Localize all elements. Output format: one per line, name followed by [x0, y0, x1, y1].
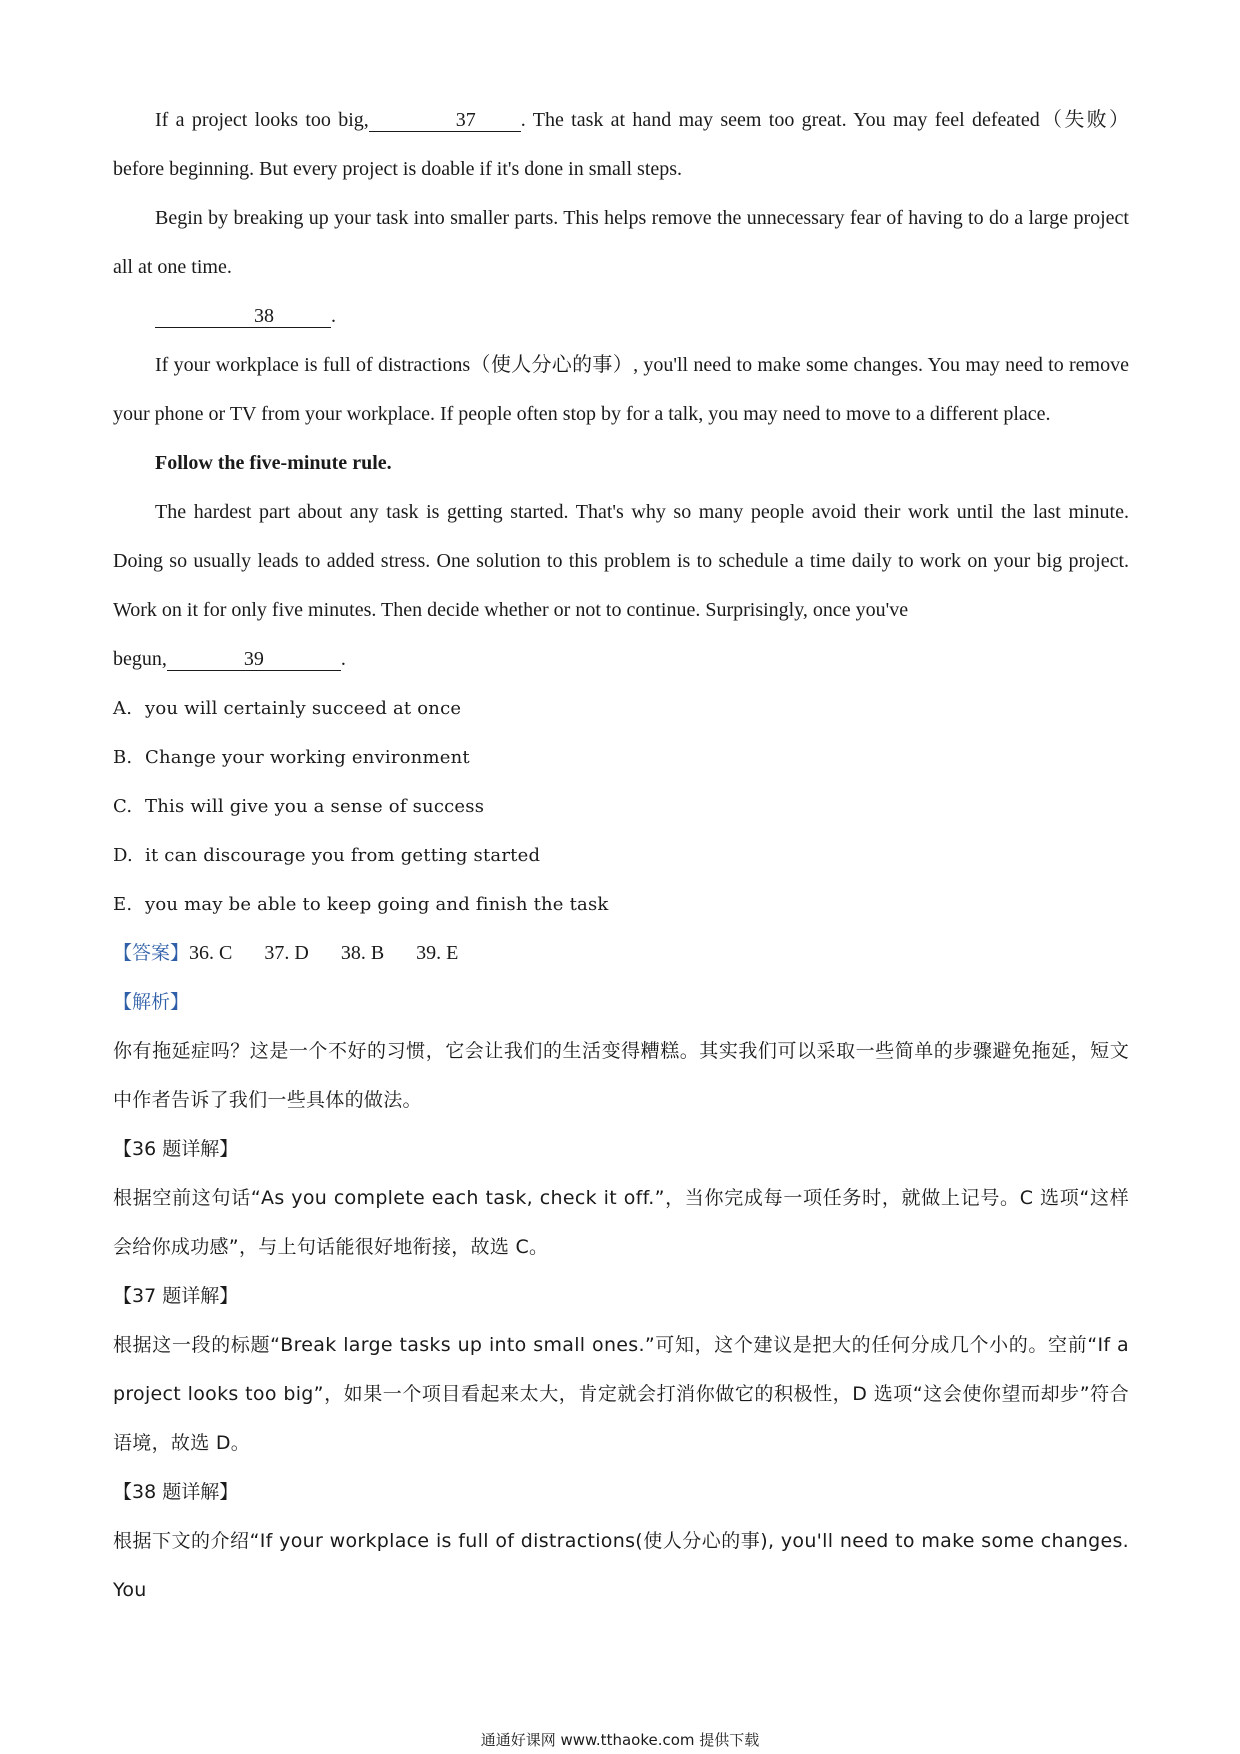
paragraph-38 [113, 292, 1129, 341]
document-page [113, 96, 1129, 1615]
paragraph-39 [113, 635, 1129, 684]
p1-post-text: . The task at hand may seem too great. You may feel defeated（失败） before beginning. But every project is doable if it's done in small steps. [113, 109, 1129, 180]
option-d: D. it can discourage you from getting started [113, 845, 541, 866]
page-footer: 通通好课网 www.tthaoke.com 提供下载 [480, 1731, 760, 1749]
analysis-label: 【解析】 [113, 991, 190, 1013]
paragraph-37 [113, 96, 1129, 194]
option-e: E. you may be able to keep going and finish the task [113, 894, 609, 915]
answer-37: 37. D [264, 942, 309, 964]
blank-38-period: . [331, 305, 336, 327]
answer-39: 39. E [416, 942, 459, 964]
options-list [113, 684, 1129, 929]
answer-line [113, 929, 1129, 978]
section-heading: Follow the five-minute rule. [155, 452, 392, 474]
answer-38: 38. B [340, 942, 385, 964]
q37-body: 根据这一段的标题“Break large tasks up into small ones.”可知，这个建议是把大的任何分成几个小的。空前“If a project looks too big”，如果一个项目看起来太大，肯定就会打消你做它的积极性，D 选项“这会使你望而却步”符合语境，故选 D。 [113, 1334, 1129, 1454]
paragraph-break-up: Begin by breaking up your task into smaller parts. This helps remove the unnecessary fear of having to do a large project all at one time. [113, 207, 1129, 278]
q38-heading: 【38 题详解】 [113, 1481, 239, 1503]
blank-37: 37 [369, 109, 521, 132]
paragraph-distractions: If your workplace is full of distractions（使人分心的事）, you'll need to make some changes. You may need to remove your phone or TV from your workplace. If people often stop by for a talk, you may need to move to a different place. [113, 354, 1129, 425]
blank-39-period: . [340, 648, 346, 670]
q36-body: 根据空前这句话“As you complete each task, check it off.”，当你完成每一项任务时，就做上记号。C 选项“这样会给你成功感”，与上句话能很好地衔接，故选 C。 [113, 1187, 1129, 1258]
blank-39: 39 [167, 648, 341, 671]
analysis-intro: 你有拖延症吗？这是一个不好的习惯，它会让我们的生活变得糟糕。其实我们可以采取一些简单的步骤避免拖延，短文中作者告诉了我们一些具体的做法。 [113, 1040, 1129, 1111]
blank-38: 38 [155, 305, 331, 328]
option-a: A. you will certainly succeed at once [113, 698, 462, 719]
q37-heading: 【37 题详解】 [113, 1285, 239, 1307]
answer-36: 36. C [189, 942, 233, 964]
q38-body: 根据下文的介绍“If your workplace is full of distractions(使人分心的事), you'll need to make some changes. You [113, 1530, 1129, 1601]
option-c: C. This will give you a sense of success [113, 796, 485, 817]
p5-pre-text: begun, [113, 648, 167, 670]
q36-heading: 【36 题详解】 [113, 1138, 239, 1160]
answer-label: 【答案】 [113, 942, 190, 964]
paragraph-five-minute: The hardest part about any task is getting started. That's why so many people avoid their work until the last minute. Doing so usually leads to added stress. One solution to this problem is to schedule a time daily to work on your big project. Work on it for only five minutes. Then decide whether or not to continue. Surprisingly, once you've [113, 501, 1129, 621]
option-b: B. Change your working environment [113, 747, 470, 768]
p1-pre-text: If a project looks too big, [155, 109, 369, 131]
